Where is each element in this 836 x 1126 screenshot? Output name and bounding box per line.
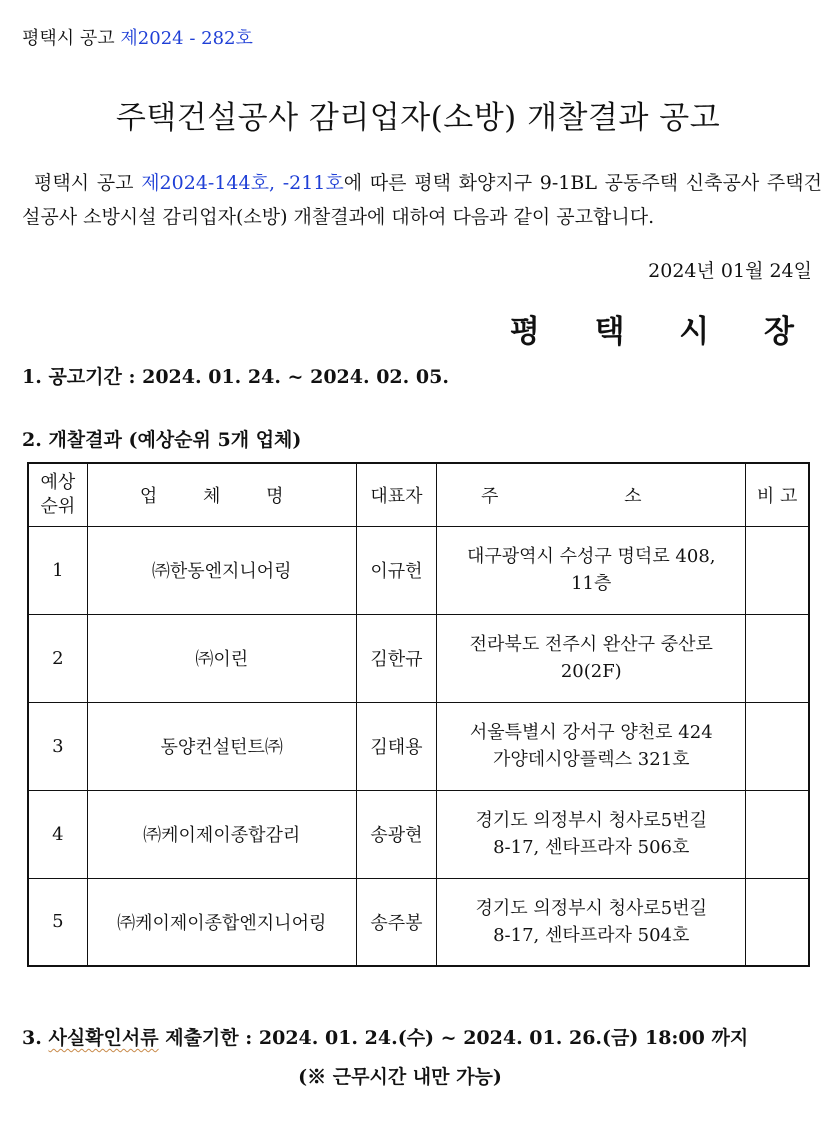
cell-address: [437, 790, 746, 878]
header-rank-line2: 순위: [40, 495, 76, 517]
section-period: 1. 공고기간 : 2024. 01. 24. ~ 2024. 02. 05.: [22, 366, 449, 388]
address-line2: 가양데시앙플렉스 321호: [492, 749, 690, 770]
header-rank: [28, 463, 87, 526]
cell-rank: 4: [28, 790, 87, 878]
cell-rank: 3: [28, 702, 87, 790]
intro-ref-numbers: 제2024-144호, -211호: [141, 172, 344, 194]
issuer-mayor: 평 택 시 장: [509, 314, 816, 350]
cell-note: [746, 878, 809, 966]
cell-company: ㈜케이제이종합감리: [87, 790, 356, 878]
address-line2: 20(2F): [560, 661, 622, 682]
header-company: 업 체 명: [87, 463, 356, 526]
cell-representative: 송광현: [356, 790, 437, 878]
notice-reference: [22, 24, 253, 50]
section3-underlined: 사실확인서류: [48, 1027, 159, 1049]
cell-note: [746, 790, 809, 878]
table-header-row: [28, 463, 809, 526]
notice-ref-number: 제2024 - 282호: [120, 28, 253, 49]
cell-address: [437, 614, 746, 702]
table-row: [28, 526, 809, 614]
address-line1: 경기도 의정부시 청사로5번길: [475, 810, 708, 831]
address-line1: 경기도 의정부시 청사로5번길: [475, 897, 708, 919]
cell-rank: 5: [28, 878, 87, 966]
table-row: [28, 614, 809, 702]
address-line1: 서울특별시 강서구 양천로 424: [469, 722, 713, 743]
cell-rank: 2: [28, 614, 87, 702]
address-line1: 대구광역시 수성구 명덕로 408,: [467, 546, 716, 567]
section3-num: 3.: [22, 1027, 42, 1049]
office-hours-note: (※ 근무시간 내만 가능): [298, 1066, 502, 1088]
cell-company: ㈜케이제이종합엔지니어링: [87, 878, 356, 966]
address-line2: 8-17, 센타프라자 504호: [493, 924, 690, 946]
cell-note: [746, 614, 809, 702]
address-line2: 11층: [571, 573, 612, 594]
section-submission: [22, 1023, 748, 1050]
address-line2: 8-17, 센타프라자 506호: [493, 837, 690, 858]
header-address: 주 소: [437, 463, 746, 526]
cell-rank: 1: [28, 526, 87, 614]
cell-representative: 송주봉: [356, 878, 437, 966]
cell-address: [437, 526, 746, 614]
notice-ref-prefix: 평택시 공고: [22, 28, 115, 49]
cell-representative: 이규헌: [356, 526, 437, 614]
intro-text: 에 따른 평택 화양지구 9-1BL 공동주택 신축공사 주택건설공사 소방시설 감리업자(소방) 개찰결과에 대하여 다음과 같이 공고합니다.: [22, 172, 822, 228]
address-line1: 전라북도 전주시 완산구 중산로: [469, 634, 713, 655]
header-rank-line1: 예상: [40, 471, 76, 493]
cell-company: ㈜한동엔지니어링: [87, 526, 356, 614]
header-representative: 대표자: [356, 463, 437, 526]
table-row: [28, 702, 809, 790]
section-results: 2. 개찰결과 (예상순위 5개 업체): [22, 429, 302, 451]
intro-paragraph: [22, 166, 822, 234]
cell-representative: 김한규: [356, 614, 437, 702]
cell-address: [437, 702, 746, 790]
cell-note: [746, 702, 809, 790]
cell-representative: 김태용: [356, 702, 437, 790]
cell-address: [437, 878, 746, 966]
section3-rest: 제출기한 : 2024. 01. 24.(수) ~ 2024. 01. 26.(금) 18:00 까지: [165, 1027, 749, 1049]
cell-note: [746, 526, 809, 614]
results-table: [27, 462, 810, 967]
notice-date: 2024년 01월 24일: [648, 260, 812, 282]
header-note: 비 고: [746, 463, 809, 526]
cell-company: ㈜이린: [87, 614, 356, 702]
page-title: 주택건설공사 감리업자(소방) 개찰결과 공고: [115, 100, 721, 136]
cell-company: 동양컨설턴트㈜: [87, 702, 356, 790]
table-row: [28, 878, 809, 966]
intro-prefix: 평택시 공고: [34, 172, 134, 194]
table-row: [28, 790, 809, 878]
